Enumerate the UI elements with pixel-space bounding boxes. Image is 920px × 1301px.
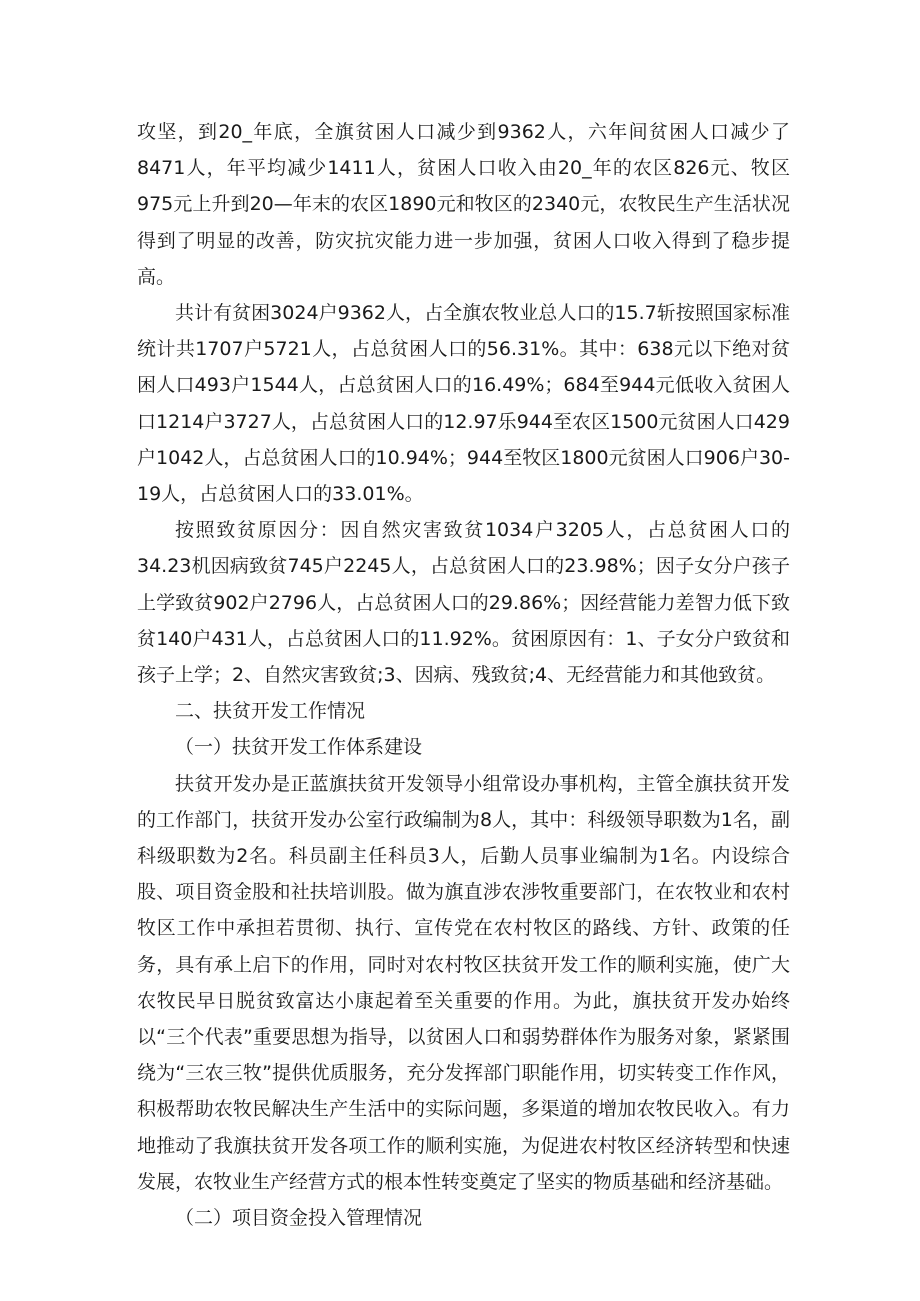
subsection-heading-fund-management: （二）项目资金投入管理情况: [175, 1207, 423, 1230]
paragraph-poverty-statistics: 共计有贫困3024户9362人，占全旗农牧业总人口的15.7斩按照国家标准统计共1707户5721人，占总贫困人口的56.31%。其中：638元以下绝对贫困人口493户1544人，占总贫困人口的16.49%；684至944元低收入贫困人口1214户3727人，占总贫困人口的12.97乐944至农区1500元贫困人口429户1042人，占总贫困人口的10.94%；944至牧区1800元贫困人口906户30-19人，占总贫困人口的33.01%。: [137, 302, 790, 506]
section-heading-work-status: 二、扶贫开发工作情况: [175, 700, 366, 723]
paragraph-poverty-reduction-summary: 攻坚，到20_年底，全旗贫困人口减少到9362人，六年间贫困人口减少了8471人，年平均减少1411人，贫困人口收入由20_年的农区826元、牧区975元上升到20—年末的农区1890元和牧区的2340元，农牧民生产生活状况得到了明显的改善，防灾抗灾能力进一步加强，贫困人口收入得到了稳步提高。: [137, 121, 790, 288]
document-body: [137, 114, 790, 1236]
paragraph-office-description: 扶贫开发办是正蓝旗扶贫开发领导小组常设办事机构，主管全旗扶贫开发的工作部门，扶贫开发办公室行政编制为8人，其中：科级领导职数为1名，副科级职数为2名。科员副主任科员3人，后勤人员事业编制为1名。内设综合股、项目资金股和社扶培训股。做为旗直涉农涉牧重要部门，在农牧业和农村牧区工作中承担若贯彻、执行、宣传党在农村牧区的路线、方针、政策的任务，具有承上启下的作用，同时对农村牧区扶贫开发工作的顺利实施，使广大农牧民早日脱贫致富达小康起着至关重要的作用。为此，旗扶贫开发办始终以“三个代表”重要思想为指导，以贫困人口和弱势群体作为服务对象，紧紧围绕为“三农三牧”提供优质服务，充分发挥部门职能作用，切实转变工作作风，积极帮助农牧民解决生产生活中的实际问题，多渠道的增加农牧民收入。有力地推动了我旗扶贫开发各项工作的顺利实施，为促进农村牧区经济转型和快速发展，农牧业生产经营方式的根本性转变奠定了坚实的物质基础和经济基础。: [137, 772, 790, 1193]
paragraph-poverty-causes: 按照致贫原因分：因自然灾害致贫1034户3205人，占总贫困人口的34.23机因病致贫745户2245人，占总贫困人口的23.98%；因子女分户孩子上学致贫902户2796人，占总贫困人口的29.86%；因经营能力差智力低下致贫140户431人，占总贫困人口的11.92%。贫困原因有：1、子女分户致贫和孩子上学；2、自然灾害致贫;3、因病、残致贫;4、无经营能力和其他致贫。: [137, 519, 790, 687]
subsection-heading-system-building: （一）扶贫开发工作体系建设: [175, 736, 423, 759]
